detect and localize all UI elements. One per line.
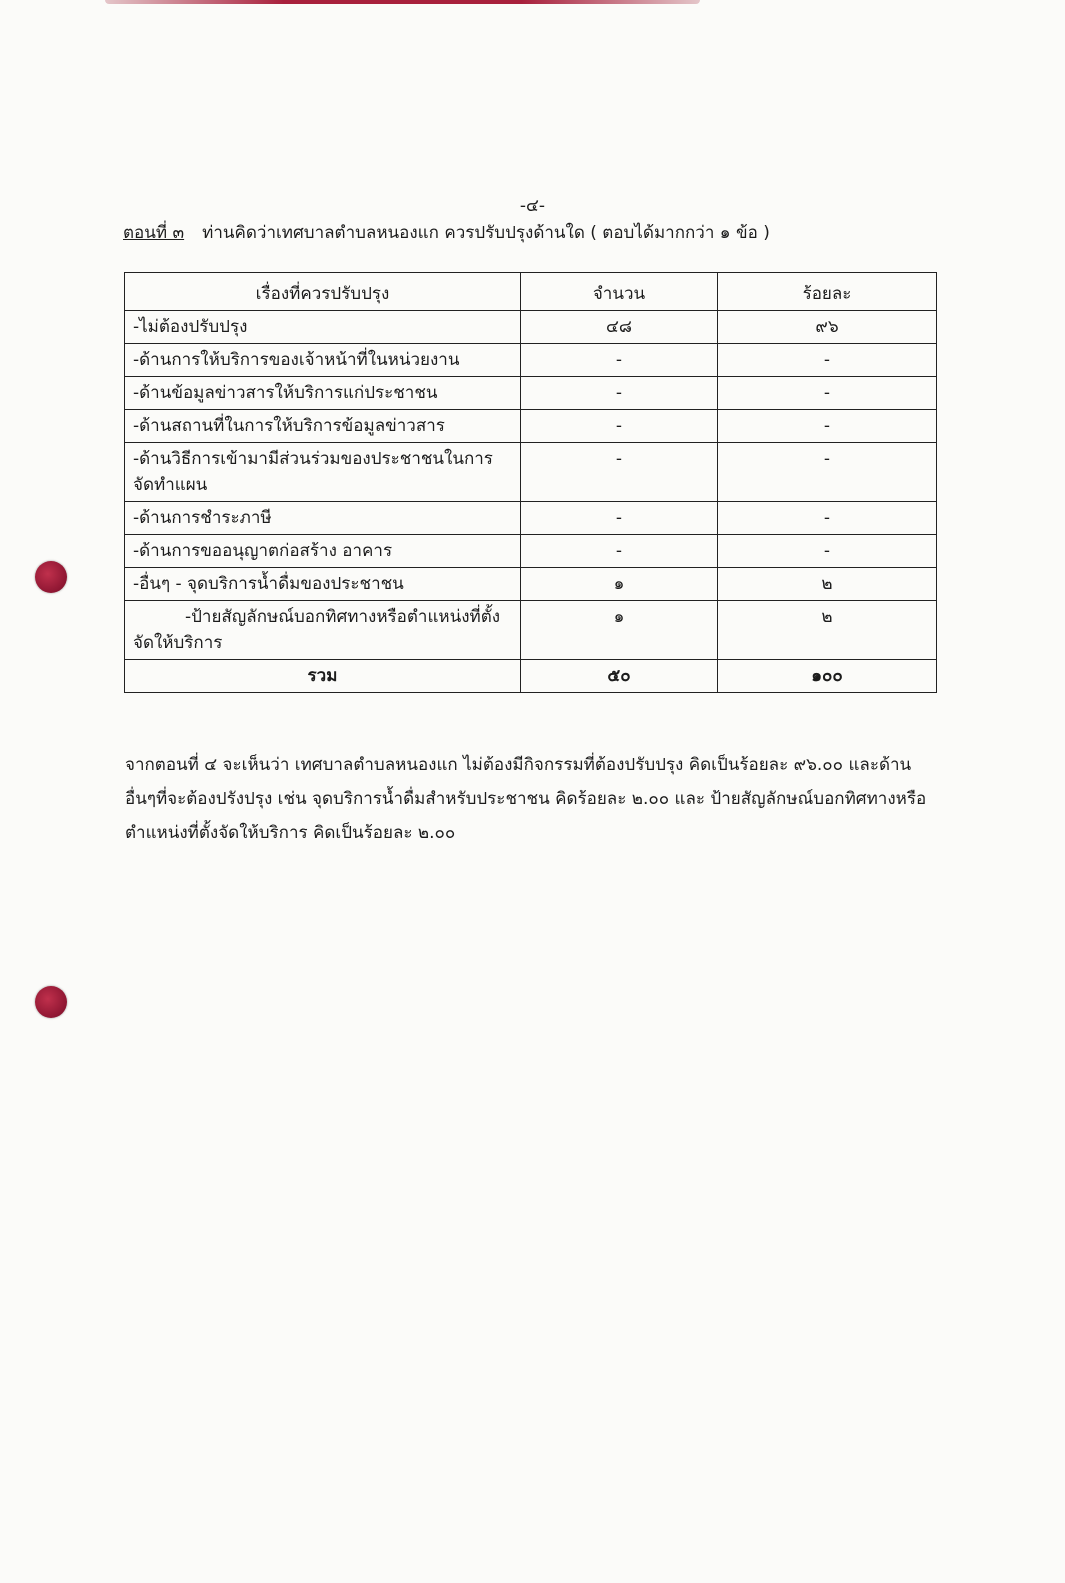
row-percent: - — [718, 443, 937, 502]
row-percent: ๙๖ — [718, 311, 937, 344]
table-row — [125, 502, 937, 535]
table-row — [125, 410, 937, 443]
total-label: รวม — [125, 660, 521, 693]
table-row — [125, 568, 937, 601]
row-topic: -อื่นๆ - จุดบริการน้ำดื่มของประชาชน — [125, 568, 521, 601]
row-count: - — [521, 443, 718, 502]
row-percent: ๒ — [718, 568, 937, 601]
question-text: ท่านคิดว่าเทศบาลตำบลหนองแก ควรปรับปรุงด้านใด ( ตอบได้มากกว่า ๑ ข้อ ) — [202, 223, 770, 243]
row-topic: -ด้านการให้บริการของเจ้าหน้าที่ในหน่วยงาน — [125, 344, 521, 377]
total-percent: ๑๐๐ — [718, 660, 937, 693]
row-percent: - — [718, 410, 937, 443]
row-percent: - — [718, 377, 937, 410]
row-count: - — [521, 535, 718, 568]
table-row — [125, 311, 937, 344]
row-topic: -ไม่ต้องปรับปรุง — [125, 311, 521, 344]
row-topic — [125, 601, 521, 660]
row-topic-line1: -ป้ายสัญลักษณ์บอกทิศทางหรือตำแหน่งที่ตั้ง — [185, 607, 501, 627]
row-topic-line1: -ด้านวิธีการเข้ามามีส่วนร่วมของประชาชนในการ — [133, 449, 493, 469]
row-topic: -ด้านสถานที่ในการให้บริการข้อมูลข่าวสาร — [125, 410, 521, 443]
row-count: - — [521, 344, 718, 377]
table-header-row — [125, 273, 937, 311]
row-percent: ๒ — [718, 601, 937, 660]
row-count: - — [521, 410, 718, 443]
binding-mark — [105, 0, 700, 4]
table-row — [125, 344, 937, 377]
punch-hole-upper — [35, 561, 67, 593]
row-topic: -ด้านการขออนุญาตก่อสร้าง อาคาร — [125, 535, 521, 568]
punch-hole-lower — [35, 986, 67, 1018]
summary-paragraph: จากตอนที่ ๔ จะเห็นว่า เทศบาลตำบลหนองแก ไม่ต้องมีกิจกรรมที่ต้องปรับปรุง คิดเป็นร้อยละ ๙๖.๐๐ และด้านอื่นๆที่จะต้องปรังปรุง เช่น จุดบริการน้ำดื่มสำหรับประชาชน คิดร้อยละ ๒.๐๐ และ ป้ายสัญลักษณ์บอกทิศทางหรือตำแหน่งที่ตั้งจัดให้บริการ คิดเป็นร้อยละ ๒.๐๐ — [125, 755, 927, 843]
row-topic-line2: จัดให้บริการ — [133, 633, 223, 653]
improvement-table — [124, 272, 937, 693]
row-count: - — [521, 502, 718, 535]
row-count: ๑ — [521, 568, 718, 601]
header-percent: ร้อยละ — [718, 273, 937, 311]
table-row — [125, 377, 937, 410]
page-number: -๔- — [519, 196, 546, 216]
table-row — [125, 443, 937, 502]
row-topic: -ด้านการชำระภาษี — [125, 502, 521, 535]
header-count: จำนวน — [521, 273, 718, 311]
table-row — [125, 601, 937, 660]
row-percent: - — [718, 535, 937, 568]
row-count: - — [521, 377, 718, 410]
row-percent: - — [718, 344, 937, 377]
row-count: ๑ — [521, 601, 718, 660]
row-topic: -ด้านข้อมูลข่าวสารให้บริการแก่ประชาชน — [125, 377, 521, 410]
question-part-label: ตอนที่ ๓ — [123, 223, 185, 243]
row-count: ๔๘ — [521, 311, 718, 344]
row-percent: - — [718, 502, 937, 535]
table-total-row — [125, 660, 937, 693]
total-count: ๕๐ — [521, 660, 718, 693]
question-heading — [123, 220, 943, 246]
header-topic: เรื่องที่ควรปรับปรุง — [125, 273, 521, 311]
table-row — [125, 535, 937, 568]
row-topic — [125, 443, 521, 502]
row-topic-line2: จัดทำแผน — [133, 475, 208, 495]
